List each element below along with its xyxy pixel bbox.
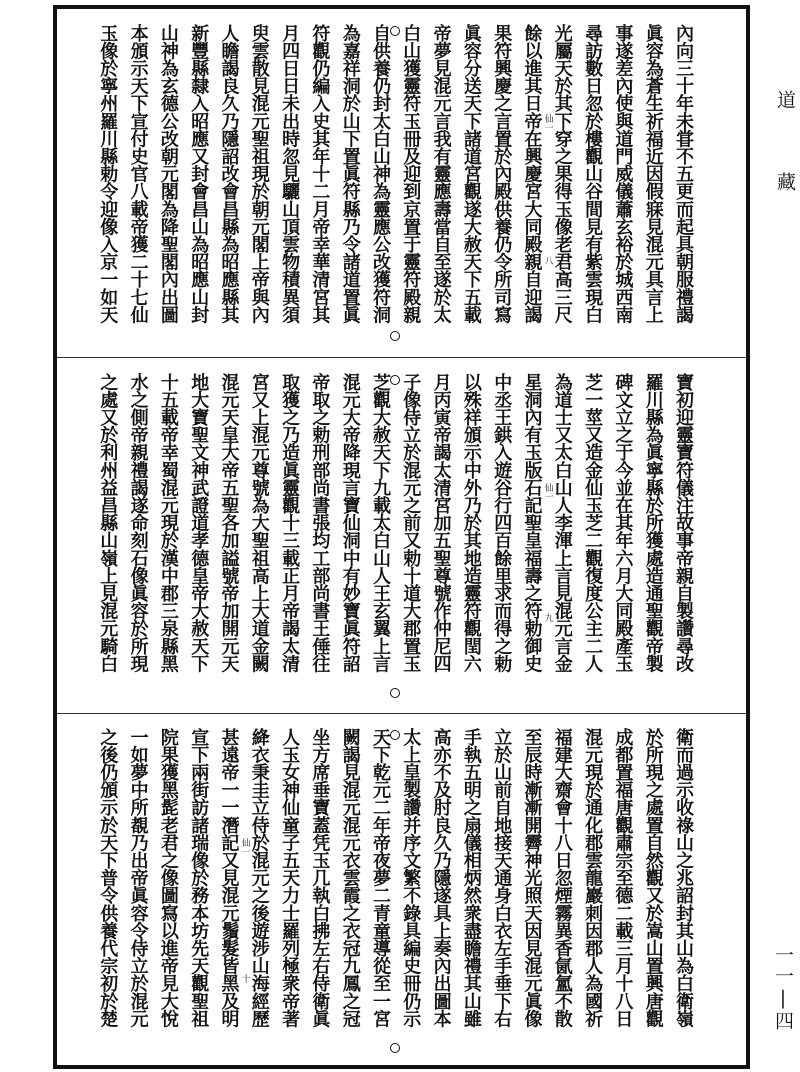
text-column: 月丙寅帝謁太清宮加五聖尊號作仲尼四 (430, 373, 452, 673)
text-column: 芝觀大赦天下九載太白山人王玄翼上言 (370, 373, 391, 673)
text-column: 闕謁見混元混元衣雲霞之衣冠九鳳之冠 (339, 728, 361, 1028)
text-column: 混元現於通化郡雲龍巖刺因郡人為國祈 (582, 728, 604, 1028)
page-number: 一一|四 (772, 945, 794, 1032)
text-column: 地大寶聖文神武證道孝德皇帝大赦天下 (188, 373, 210, 673)
register-divider (57, 357, 746, 358)
text-column: 坐方席垂寶蓋凭玉几執白拂左右侍衛眞 (309, 728, 331, 1028)
text-column: 碑文立之于今並在其年六月大同殿產玉 (612, 373, 634, 673)
text-column: 中丞王鉷入遊谷行四百餘里求而得之勅 (491, 373, 513, 673)
text-column: 符觀仍編入史其年十二月帝幸華清宮其 (309, 24, 331, 324)
text-column: 衛而過示收祿山之兆詔封其山為白衛嶺 (673, 728, 694, 1028)
margin-title-zang: 藏 (774, 172, 796, 191)
folio-mark: 仙一 (239, 838, 250, 856)
folio-mark: 十 (239, 974, 250, 983)
text-column: 帝夢見混元言我有靈應壽當自至遂於太 (430, 24, 452, 324)
text-column: 芝一莖又造金仙玉芝二觀復度公主二人 (582, 373, 604, 673)
text-column: 寶初迎靈寶符儀注故事帝親自製讚尋改 (673, 373, 694, 673)
text-column: 為道士又太白山人李渾上言見混元言金 (551, 373, 573, 673)
text-column: 帝取之勅刑部尚書張均工部尚書王倕往 (309, 373, 331, 673)
text-column: 之處又於利州益昌縣山嶺上見混元騎白 (97, 373, 119, 673)
text-column: 山神為玄德公改朝元閣為降聖閣內出圖 (157, 24, 179, 324)
text-column: 星洞內有玉版石記聖皇福壽之符勅御史 (521, 373, 543, 673)
text-column: 十五載帝幸蜀混元現於漢中郡三泉縣黑 (157, 373, 179, 673)
text-column: 宣下兩街訪諸瑞像於務本坊先天觀聖祖 (188, 728, 210, 1028)
text-column: 人瞻謁良久乃隱詔改會昌縣為昭應縣其 (218, 24, 240, 324)
text-column: 餘以進其日帝在興慶宮大同殿親自迎謁 (521, 24, 543, 324)
text-column: 眞容分送天下諸道宮觀遂大赦天下五載 (460, 24, 482, 324)
text-column: 院果獲黑髭老君之像圖寫以進帝見大悅 (157, 728, 179, 1028)
text-column: 甚遠帝一一潛記又見混元鬚髮皆黑及明 (218, 728, 240, 1028)
text-column: 成都置福唐觀肅宗至德二載三月十八日 (612, 728, 634, 1028)
text-column: 羅川縣為眞寧縣於所獲處造通聖觀帝製 (642, 373, 664, 673)
folio-mark: 仙一 (542, 114, 553, 132)
text-column: 太上皇製讚并序文繁不錄具編史冊仍示 (400, 728, 422, 1028)
text-column: 玉像於寧州羅川縣勅令迎像入京一如天 (97, 24, 119, 324)
text-column: 高亦不及肘良久乃隱遂具上奏內出圖本 (430, 728, 452, 1028)
text-column: 之後仍頒示於天下普令供養代宗初於楚 (97, 728, 119, 1028)
text-column: 月四日日未出時忽見驪山頂雲物積異須 (279, 24, 301, 324)
text-column: 子像侍立於混元之前又勅十道大郡置玉 (400, 373, 422, 673)
text-column: 取獲之乃造眞靈觀十三載正月帝謁太清 (279, 373, 301, 673)
text-column: 光屬天於其下穿之果得玉像老君高三尺 (551, 24, 573, 324)
text-column: 混元大帝降現言寶仙洞中有妙寶眞符詔 (339, 373, 361, 673)
text-column: 新豐縣隸入昭應又封會昌山為昭應山封 (188, 24, 210, 324)
text-column: 至辰時漸漸開霽神光照天因見混元眞像 (521, 728, 543, 1028)
margin-title-dao: 道 (774, 90, 796, 109)
folio-mark: 九 (542, 613, 553, 622)
text-column: 宮又上混元尊號為大聖祖高上大道金闕 (248, 373, 270, 673)
text-column: 內向三十年未甞不五更而起具朝服禮謁 (673, 24, 694, 324)
text-column: 眞容為蒼生祈福近因假寐見混元具言上 (642, 24, 664, 324)
text-column: 自供養仍封太白山神為靈應公改獲符洞 (370, 24, 391, 324)
text-column: 水之側帝親禮謁遂命刻石像眞容於所現 (127, 373, 149, 673)
text-column: 為嘉祥洞於山下置眞符縣乃令諸道置眞 (339, 24, 361, 324)
text-column: 天下乾元二年帝夜夢二青童導從至一宮 (370, 728, 391, 1028)
text-column: 果符興慶之言置於內殿供養仍令所司寫 (491, 24, 513, 324)
text-column: 事遂差內使與道門威儀蕭玄裕於城西南 (612, 24, 634, 324)
folio-mark: 仙一 (542, 483, 553, 501)
text-column: 立於山前自地接天通身白衣左手垂下右 (491, 728, 513, 1028)
text-column: 一如夢中所覩乃出帝眞容令侍立於混元 (127, 728, 149, 1028)
text-column: 以殊祥頒示中外乃於其地造靈符觀閏六 (460, 373, 482, 673)
text-column: 福建大齋會十八日忽煙霧異香氤氳不散 (551, 728, 573, 1028)
text-column: 絳衣秉圭立侍於混元之後遊涉山海經歷 (248, 728, 270, 1028)
text-column: 於所現之處置自然觀又於嵩山置興唐觀 (642, 728, 664, 1028)
register-divider (57, 713, 746, 714)
text-column: 手執五明之扇儀相炳然衆盡瞻禮其山雖 (460, 728, 482, 1028)
text-column: 人玉女神仙童子五天力士羅列極衆帝著 (279, 728, 301, 1028)
text-column: 白山獲靈符玉冊及迎到京置于靈符殿親 (400, 24, 422, 324)
text-column: 本頒示天下宣付史官八載帝獲二十七仙 (127, 24, 149, 324)
folio-mark: 八 (542, 256, 553, 265)
text-column: 臾雲散見混元聖祖現於朝元閣上帝與內 (248, 24, 270, 324)
text-column: 混元天皇大帝五聖各加謚號帝加開元天 (218, 373, 240, 673)
text-column: 尋訪數日忽於樓觀山谷間見有紫雲現白 (582, 24, 604, 324)
